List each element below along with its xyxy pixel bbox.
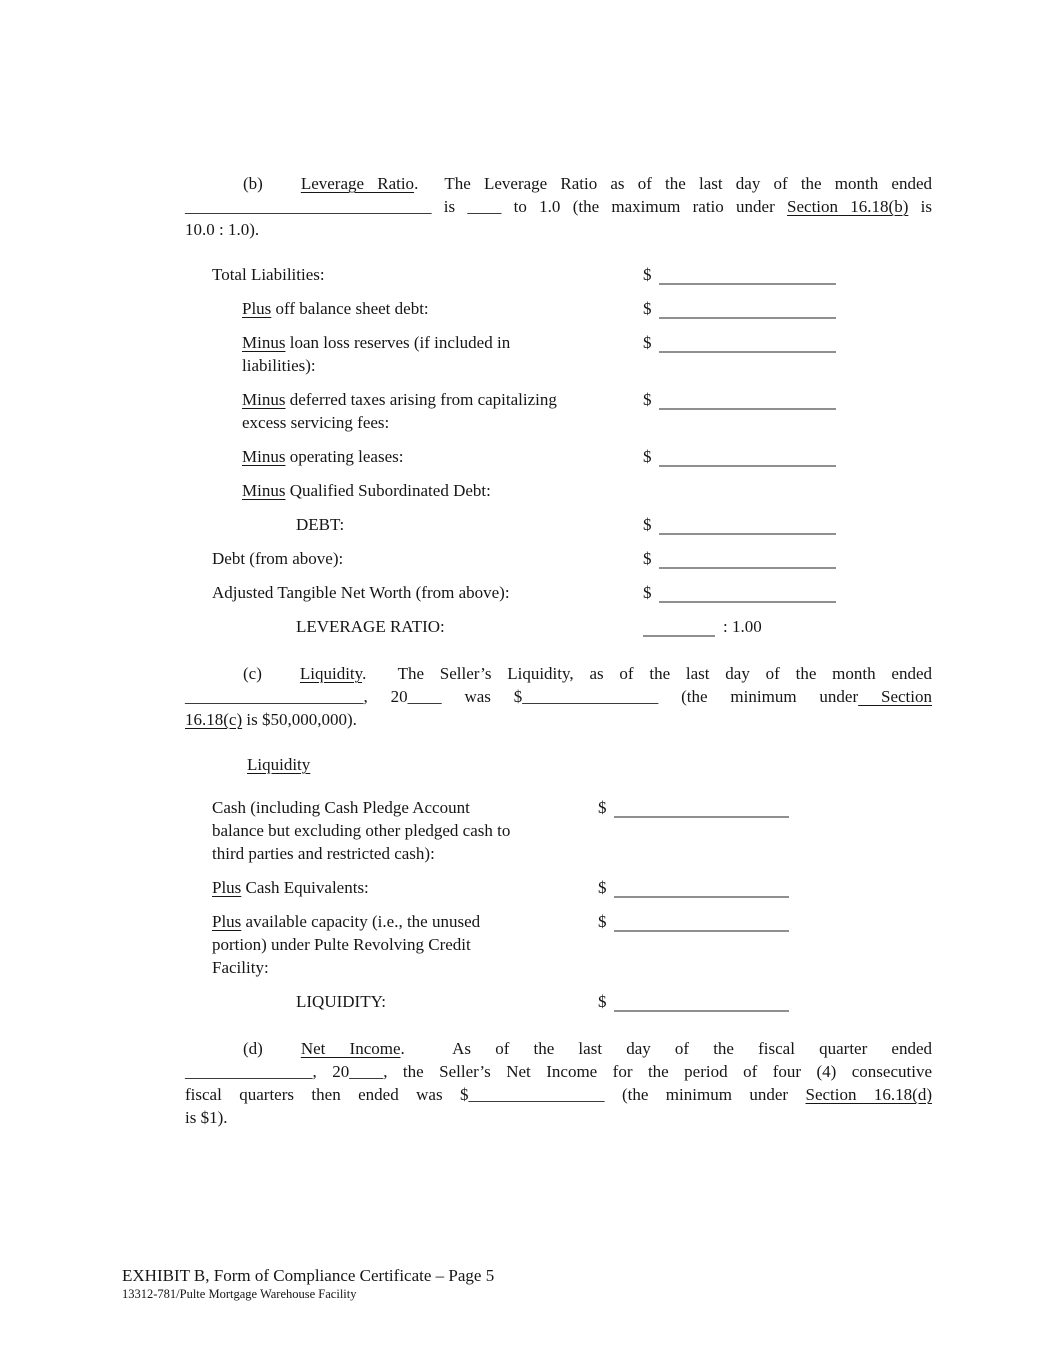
amount-cell xyxy=(643,331,836,354)
footer-exhibit-line: EXHIBIT B, Form of Compliance Certificate – Page 5 xyxy=(122,1266,495,1285)
dollar-sign: $ xyxy=(643,549,652,568)
dollar-sign: $ xyxy=(643,583,652,602)
liquidity-table xyxy=(185,796,932,1013)
paragraph-text: . The Seller’s Liquidity, as of the last day of the month ended xyxy=(362,664,932,683)
amount-cell xyxy=(598,796,789,819)
paragraph-line xyxy=(185,708,932,731)
row-label-prefix: Minus xyxy=(242,333,286,352)
clause-title-liquidity: Liquidity xyxy=(299,664,363,683)
table-row xyxy=(185,513,932,536)
paragraph-text: is ____ to 1.0 (the maximum ratio under xyxy=(431,197,788,216)
table-row xyxy=(185,479,932,502)
dollar-sign: $ xyxy=(643,333,652,352)
row-label: Minus deferred taxes arising from capitalizing excess servicing fees: xyxy=(242,390,557,432)
table-row xyxy=(185,388,932,434)
fill-in-blank: _____________________________ xyxy=(185,197,432,216)
clause-letter-c: (c) xyxy=(243,664,262,683)
paragraph-text: is $50,000,000). xyxy=(242,710,357,729)
table-row xyxy=(185,796,932,865)
paragraph-net-income xyxy=(185,1037,932,1129)
amount-blank-line xyxy=(659,336,836,353)
row-label: Minus Qualified Subordinated Debt: xyxy=(242,481,491,500)
amount-blank-line xyxy=(659,518,836,535)
amount-blank-line xyxy=(614,995,789,1012)
paragraph-line: 10.0 : 1.0). xyxy=(185,220,260,239)
page-footer xyxy=(122,1265,494,1302)
table-row xyxy=(185,297,932,320)
table-row-leverage-ratio xyxy=(185,615,932,638)
amount-blank-line xyxy=(659,268,836,285)
dollar-sign: $ xyxy=(643,515,652,534)
row-label-prefix: Minus xyxy=(242,390,286,409)
section-reference: Section 16.18(d) xyxy=(805,1085,932,1104)
paragraph-line xyxy=(185,685,932,708)
amount-blank-line xyxy=(614,881,789,898)
amount-blank-line xyxy=(659,302,836,319)
amount-cell xyxy=(643,388,836,411)
dollar-sign: $ xyxy=(598,912,607,931)
amount-cell xyxy=(643,297,836,320)
section-reference: Section 16.18(b) xyxy=(787,197,909,216)
row-label-prefix: Plus xyxy=(212,878,242,897)
paragraph-line xyxy=(185,195,932,218)
paragraph-text: . The Leverage Ratio as of the last day of the month ended xyxy=(414,174,932,193)
table-row xyxy=(185,910,932,979)
amount-blank-line xyxy=(659,393,836,410)
clause-letter-b: (b) xyxy=(243,174,263,193)
amount-blank-line xyxy=(659,586,836,603)
table-row xyxy=(185,581,932,604)
section-reference: 16.18(c) xyxy=(185,710,243,729)
paragraph-line: is $1). xyxy=(185,1108,228,1127)
fill-in-blank: _____________________ xyxy=(185,687,364,706)
paragraph-line xyxy=(185,1037,932,1060)
amount-cell xyxy=(598,876,789,899)
dollar-sign: $ xyxy=(643,390,652,409)
amount-cell xyxy=(643,445,836,468)
paragraph-line: _______________, 20____, the Seller’s Net Income for the period of four (4) consecutive xyxy=(185,1062,932,1081)
dollar-sign: $ xyxy=(598,878,607,897)
leverage-table xyxy=(185,263,932,638)
paragraph-line xyxy=(185,172,932,195)
row-label: Minus loan loss reserves (if included in liabilities): xyxy=(242,333,511,375)
amount-cell xyxy=(598,990,789,1013)
clause-title-net-income: Net Income xyxy=(300,1039,401,1058)
ratio-suffix: : 1.00 xyxy=(723,617,762,636)
liquidity-heading: Liquidity xyxy=(247,755,311,774)
row-label-prefix: Plus xyxy=(212,912,242,931)
row-label: Total Liabilities: xyxy=(212,265,325,284)
dollar-sign: $ xyxy=(643,299,652,318)
paragraph-line xyxy=(185,1083,932,1106)
section-reference: Section xyxy=(858,687,932,706)
table-row xyxy=(185,547,932,570)
clause-letter-d: (d) xyxy=(243,1039,263,1058)
amount-cell xyxy=(643,263,836,286)
row-label-prefix: Plus xyxy=(242,299,272,318)
paragraph-text: fiscal quarters then ended was $________________ (the minimum under xyxy=(185,1085,806,1104)
row-label-prefix: Minus xyxy=(242,447,286,466)
paragraph-leverage-ratio xyxy=(185,172,932,241)
table-row-liquidity-total xyxy=(185,990,932,1013)
ratio-blank-line xyxy=(643,620,715,637)
dollar-sign: $ xyxy=(598,992,607,1011)
dollar-sign: $ xyxy=(598,798,607,817)
amount-cell xyxy=(643,513,836,536)
dollar-sign: $ xyxy=(643,447,652,466)
table-row xyxy=(185,876,932,899)
row-label: LEVERAGE RATIO: xyxy=(296,617,445,636)
page-body xyxy=(185,172,932,1151)
row-label: Adjusted Tangible Net Worth (from above): xyxy=(212,583,510,602)
amount-blank-line xyxy=(659,552,836,569)
row-label: Cash (including Cash Pledge Account balance but excluding other pledged cash to third parties and restricted cash): xyxy=(212,798,511,863)
amount-cell xyxy=(598,910,789,933)
amount-blank-line xyxy=(614,801,789,818)
dollar-sign: $ xyxy=(643,265,652,284)
row-label: DEBT: xyxy=(296,515,345,534)
amount-cell xyxy=(643,547,836,570)
amount-cell xyxy=(643,615,762,638)
table-row xyxy=(185,263,932,286)
amount-blank-line xyxy=(659,450,836,467)
amount-blank-line xyxy=(614,915,789,932)
paragraph-text: , 20____ was $________________ (the minimum under xyxy=(363,687,859,706)
row-label: Debt (from above): xyxy=(212,549,344,568)
paragraph-line xyxy=(185,662,932,685)
row-label: Plus off balance sheet debt: xyxy=(242,299,429,318)
paragraph-text: is xyxy=(908,197,932,216)
paragraph-liquidity xyxy=(185,662,932,731)
amount-cell xyxy=(643,581,836,604)
paragraph-text: . As of the last day of the fiscal quarter ended xyxy=(400,1039,932,1058)
table-row xyxy=(185,445,932,468)
footer-matter-line: 13312-781/Pulte Mortgage Warehouse Facility xyxy=(122,1287,357,1301)
row-label: Plus Cash Equivalents: xyxy=(212,878,369,897)
clause-title-leverage-ratio: Leverage Ratio xyxy=(300,174,415,193)
row-label-prefix: Minus xyxy=(242,481,286,500)
row-label: Minus operating leases: xyxy=(242,447,404,466)
row-label: LIQUIDITY: xyxy=(296,992,387,1011)
table-row xyxy=(185,331,932,377)
row-label: Plus available capacity (i.e., the unused portion) under Pulte Revolving Credit Facility: xyxy=(212,912,481,977)
